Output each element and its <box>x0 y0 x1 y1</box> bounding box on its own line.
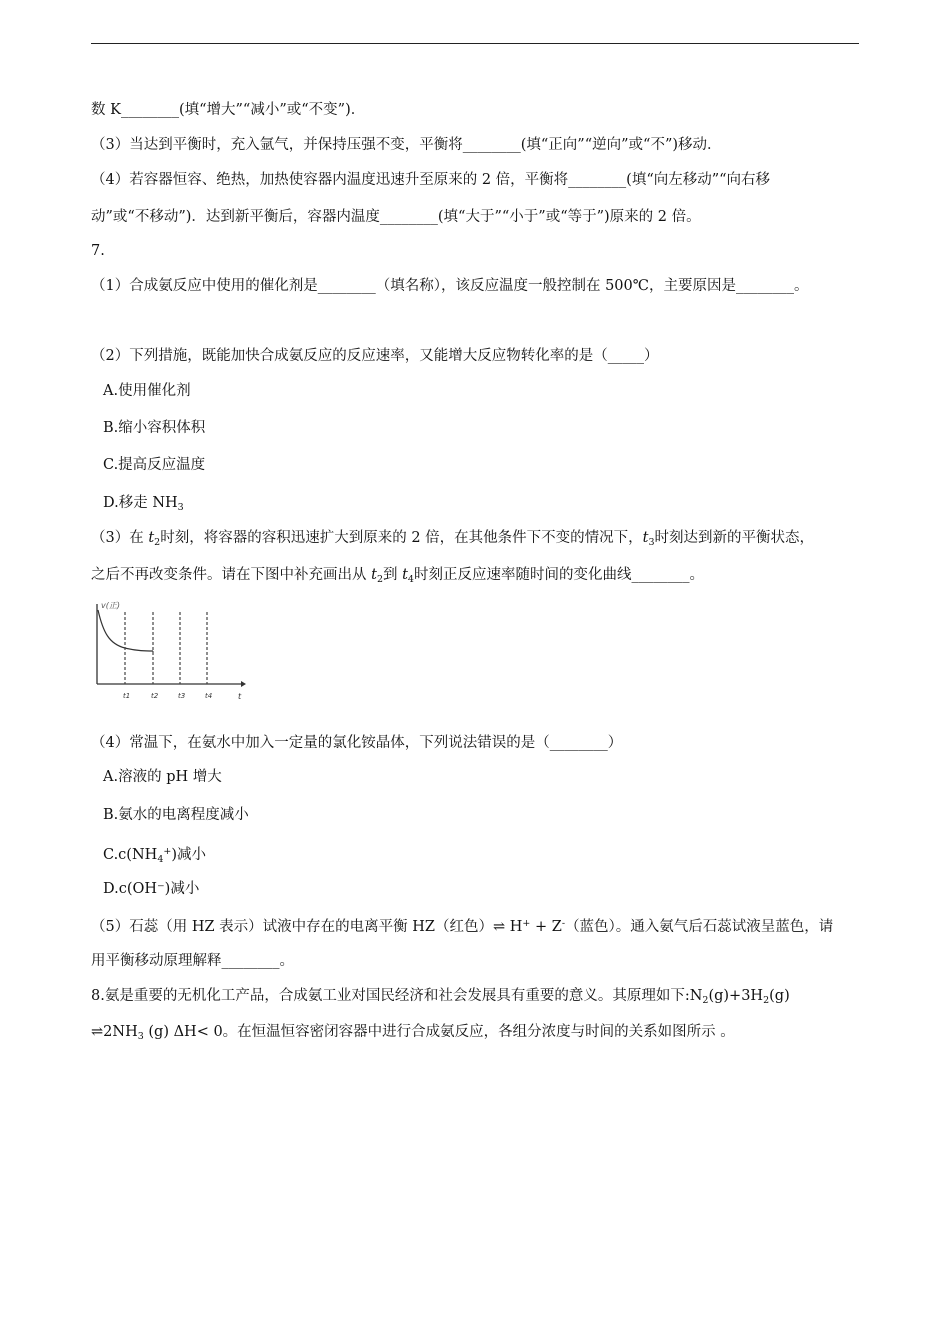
option-d: D.c(OH⁻)减小 <box>103 881 200 897</box>
text-line: （3）当达到平衡时，充入氩气，并保持压强不变，平衡将________(填“正向”“逆向”或“不”)移动． <box>91 137 722 153</box>
option-d: D.移走 $NH_3$ <box>103 495 184 513</box>
question-5: （5）石蕊（用 HZ 表示）试液中存在的电离平衡 HZ（红色）⇌ H+ + Z-（蓝色）。通入氨气后石蕊试液呈蓝色，请 <box>91 918 834 935</box>
option-a: A.溶液的 pH 增大 <box>103 769 222 785</box>
tick-t3: t3 <box>178 692 186 700</box>
text-line: 动”或“不移动”)．达到新平衡后，容器内温度________(填“大于”“小于”或“等于”)原来的 2 倍。 <box>91 209 701 225</box>
option-b: B.缩小容积体积 <box>103 420 206 436</box>
question-3: （3）在 $t_2$时刻，将容器的容积迅速扩大到原来的 2 倍，在其他条件下不变的情况下，$t_3$时刻达到新的平衡状态， <box>91 530 815 548</box>
tick-t2: t2 <box>151 692 159 700</box>
question-3-line2: 之后不再改变条件。请在下图中补充画出从 $t_2$到 $t_4$时刻正反应速率随时间的变化曲线________。 <box>91 567 704 585</box>
text-line: （1）合成氨反应中使用的催化剂是________（填名称），该反应温度一般控制在 500℃，主要原因是________。 <box>91 278 809 294</box>
text-line: （4）若容器恒容、绝热，加热使容器内温度迅速升至原来的 2 倍，平衡将________(填“向左移动”“向右移 <box>91 172 771 188</box>
question-8: 8.氨是重要的无机化工产品，合成氨工业对国民经济和社会发展具有重要的意义。其原理如下$:N_2(g)+3H_2(g)$ <box>91 988 790 1006</box>
tick-t1: t1 <box>123 692 131 700</box>
x-axis-arrow <box>241 681 246 687</box>
question-4: （4）常温下，在氨水中加入一定量的氯化铵晶体，下列说法错误的是（________） <box>91 735 623 751</box>
y-axis-label: v(正) <box>101 601 120 610</box>
tick-t4: t4 <box>205 692 213 700</box>
header-rule <box>91 43 859 44</box>
question-8-line2: $\rightleftharpoons 2NH_3$ (g) ΔH< 0。在恒温恒容密闭容器中进行合成氨反应，各组分浓度与时间的关系如图所示 。 <box>91 1024 735 1042</box>
question-2: （2）下列措施，既能加快合成氨反应的反应速率，又能增大反应物转化率的是（_____） <box>91 348 659 364</box>
rate-time-graph <box>91 598 246 710</box>
option-b: B.氨水的电离程度减小 <box>103 807 249 823</box>
option-c: C.提高反应温度 <box>103 457 206 473</box>
text-line: 数 K________(填“增大”“减小”或“不变”)． <box>91 102 366 118</box>
option-c: $C.c(NH_4^+)$减小 <box>103 846 206 865</box>
question-5-line2: 用平衡移动原理解释________。 <box>91 953 294 969</box>
x-axis-label: t <box>238 692 242 701</box>
option-a: A.使用催化剂 <box>103 383 191 399</box>
question-number: 7. <box>91 243 105 259</box>
